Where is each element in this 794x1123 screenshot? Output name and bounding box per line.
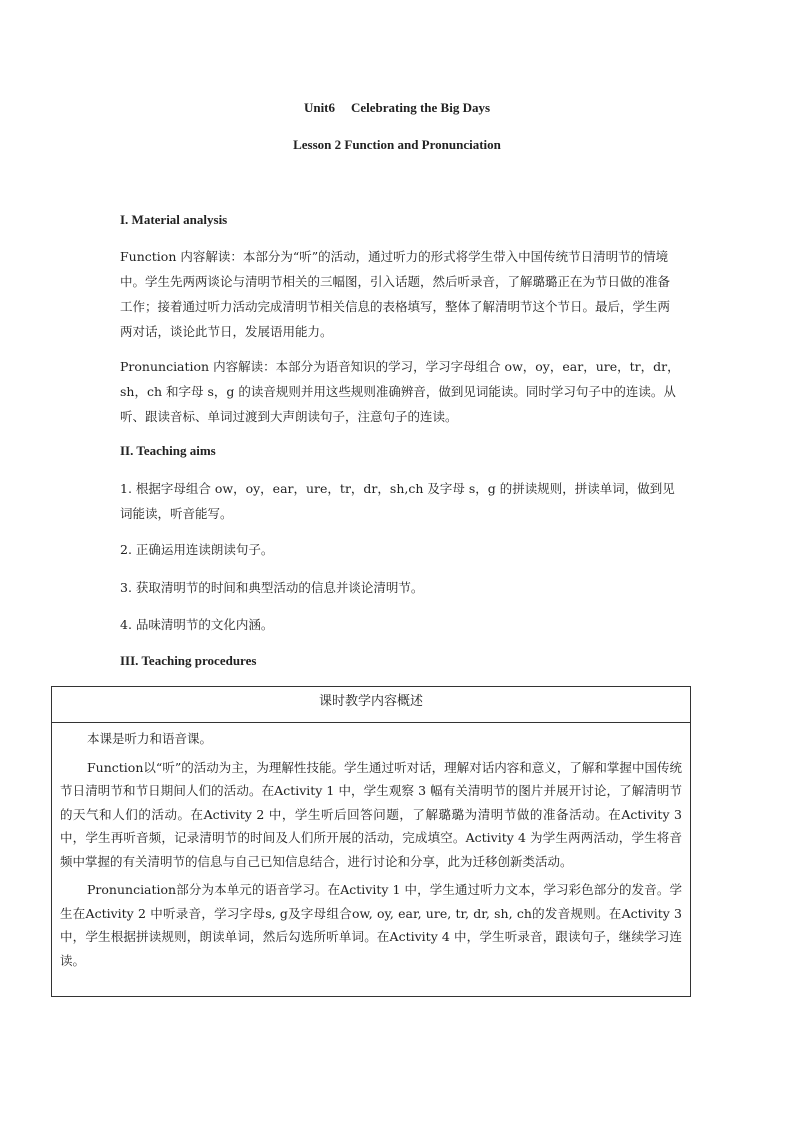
overview-paragraph: Pronunciation部分为本单元的语音学习。在Activity 1 中，学生通过听力文本，学习彩色部分的发音。学生在Activity 2 中听录音，学习字母s, g及字母组合ow, oy, ear, ure, tr, dr, sh, ch的发音规则。在Activity 3 中，学生根据拼读规则，朗读单词，然后勾选所听单词。在Activity 4 中，学生听录音，跟读句子，继续学习连读。 [60,882,682,968]
teaching-aims-heading: II. Teaching aims [120,443,216,458]
table-header: 课时教学内容概述 [52,687,690,723]
material-analysis-heading: I. Material analysis [120,212,228,227]
function-analysis-paragraph: Function 内容解读：本部分为“听”的活动，通过听力的形式将学生带入中国传统节日清明节的情境中。学生先两两谈论与清明节相关的三幅图，引入话题，然后听录音，了解璐璐正在为节日做的准备工作；接着通过听力活动完成清明节相关信息的表格填写，整体了解清明节这个节日。最后，学生两两对话，谈论此节日，发展语用能力。 [120,249,671,339]
lesson-title: Lesson 2 Function and Pronunciation [293,137,501,152]
teaching-aim-item: 2. 正确运用连读朗读句子。 [120,542,274,557]
lesson-overview-table [51,686,691,997]
unit-name: Celebrating the Big Days [351,100,491,115]
unit-title [0,100,794,116]
unit-number: Unit6 [303,100,336,115]
teaching-procedures-heading: III. Teaching procedures [120,653,257,668]
pronunciation-analysis-paragraph: Pronunciation 内容解读：本部分为语音知识的学习，学习字母组合 ow，oy，ear，ure，tr，dr，sh，ch 和字母 s，g 的读音规则并用这些规则准确辨音，做到见词能读。同时学习句子中的连读。从听、跟读音标、单词过渡到大声朗读句子，注意句子的连读。 [120,359,680,424]
teaching-aim-item: 4. 品味清明节的文化内涵。 [120,617,274,632]
teaching-aim-item: 1. 根据字母组合 ow，oy，ear，ure，tr，dr，sh,ch 及字母 s，g 的拼读规则，拼读单词，做到见词能读，听音能写。 [120,481,675,521]
overview-paragraph: 本课是听力和语音课。 [87,731,213,746]
overview-paragraph: Function以“听”的活动为主，为理解性技能。学生通过听对话，理解对话内容和意义，了解和掌握中国传统节日清明节和节日期间人们的活动。在Activity 1 中，学生观察 3 幅有关清明节的图片并展开讨论，了解清明节的天气和人们的活动。在Activity 2 中，学生听后回答问题，了解璐璐为清明节做的准备活动。在Activity 3 中，学生再听音频，记录清明节的时间及人们所开展的活动，完成填空。Activity 4 为学生两两活动，学生将音频中掌握的有关清明节的信息与自己已知信息结合，进行讨论和分享，此为迁移创新类活动。 [60,759,682,869]
table-body [52,723,690,972]
teaching-aim-item: 3. 获取清明节的时间和典型活动的信息并谈论清明节。 [120,580,424,595]
